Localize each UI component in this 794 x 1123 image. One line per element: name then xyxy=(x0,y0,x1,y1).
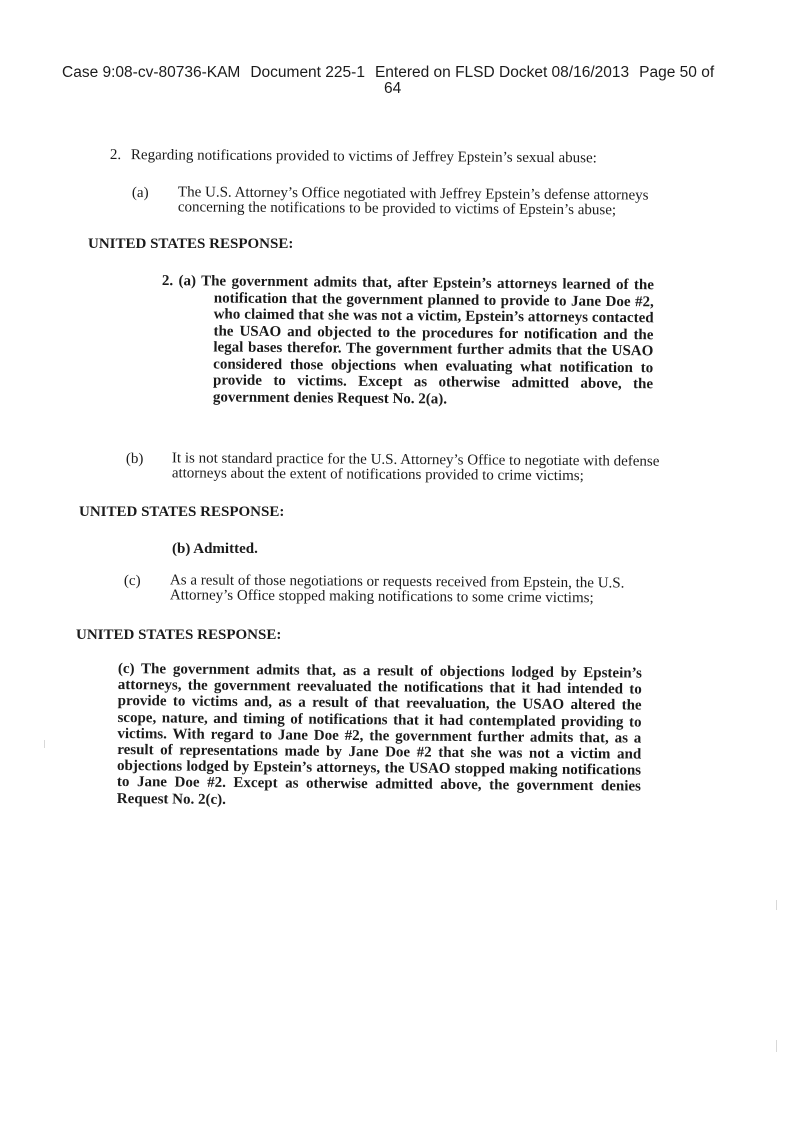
response-a xyxy=(161,273,654,409)
request-c xyxy=(123,572,689,607)
document-number: Document 225-1 xyxy=(250,64,365,81)
response-b: (b) Admitted. xyxy=(172,541,258,557)
response-a-text: 2. (a) The government admits that, after Epstein’s attorneys learned of the notification that the government planned to provide to Jane Doe #2, who claimed that she was not a victim, Epstein’s attorneys contacted the USAO and objected to the procedures for notification and the legal bases therefor. The government further admits that the USAO considered those objections when evaluating what notification to provide to victims. Except as otherwise admitted above, the government denies Request No. 2(a). xyxy=(161,273,654,407)
request-b-label: (b) xyxy=(125,451,144,468)
page-total: 64 xyxy=(384,80,402,97)
response-heading-c: UNITED STATES RESPONSE: xyxy=(76,627,282,643)
scan-artifact xyxy=(44,740,45,748)
request-c-text: As a result of those negotiations or requests received from Epstein, the U.S. Attorney’s Office stopped making notifications to some crime victims; xyxy=(169,572,625,607)
request-b xyxy=(125,450,691,485)
docket-header xyxy=(62,64,742,97)
scan-artifact xyxy=(776,900,777,910)
item-2-text: Regarding notifications provided to victims of Jeffrey Epstein’s sexual abuse: xyxy=(130,147,597,167)
entered-date: Entered on FLSD Docket 08/16/2013 xyxy=(374,64,630,81)
item-2-intro xyxy=(110,147,730,168)
request-a-text: The U.S. Attorney’s Office negotiated with Jeffrey Epstein’s defense attorneys concerning the notifications to be provided to victims of Epstein’s abuse; xyxy=(177,184,649,219)
response-heading-b: UNITED STATES RESPONSE: xyxy=(79,504,285,520)
item-2-number: 2. xyxy=(109,147,122,164)
request-c-label: (c) xyxy=(123,573,141,590)
request-a xyxy=(131,184,692,219)
scan-artifact xyxy=(776,1040,777,1052)
response-heading-a: UNITED STATES RESPONSE: xyxy=(88,236,294,252)
page-number: Page 50 of xyxy=(639,64,715,81)
request-a-label: (a) xyxy=(131,185,149,202)
request-b-text: It is not standard practice for the U.S. Attorney’s Office to negotiate with defense attorneys about the extent of notifications provided to crime victims; xyxy=(171,450,660,485)
response-c: (c) The government admits that, as a result of objections lodged by Epstein’s attorneys, the government reevaluated the notifications that it had intended to provide to victims and, as a result of that reevaluation, the USAO altered the scope, nature, and timing of notifications that it had contemplated providing to victims. With regard to Jane Doe #2, the government further admits that, as a result of representations made by Jane Doe #2 that she was not a victim and objections lodged by Epstein’s attorneys, the USAO stopped making notifications to Jane Doe #2. Except as otherwise admitted above, the government denies Request No. 2(c). xyxy=(116,661,642,808)
case-number: Case 9:08-cv-80736-KAM xyxy=(62,64,241,81)
